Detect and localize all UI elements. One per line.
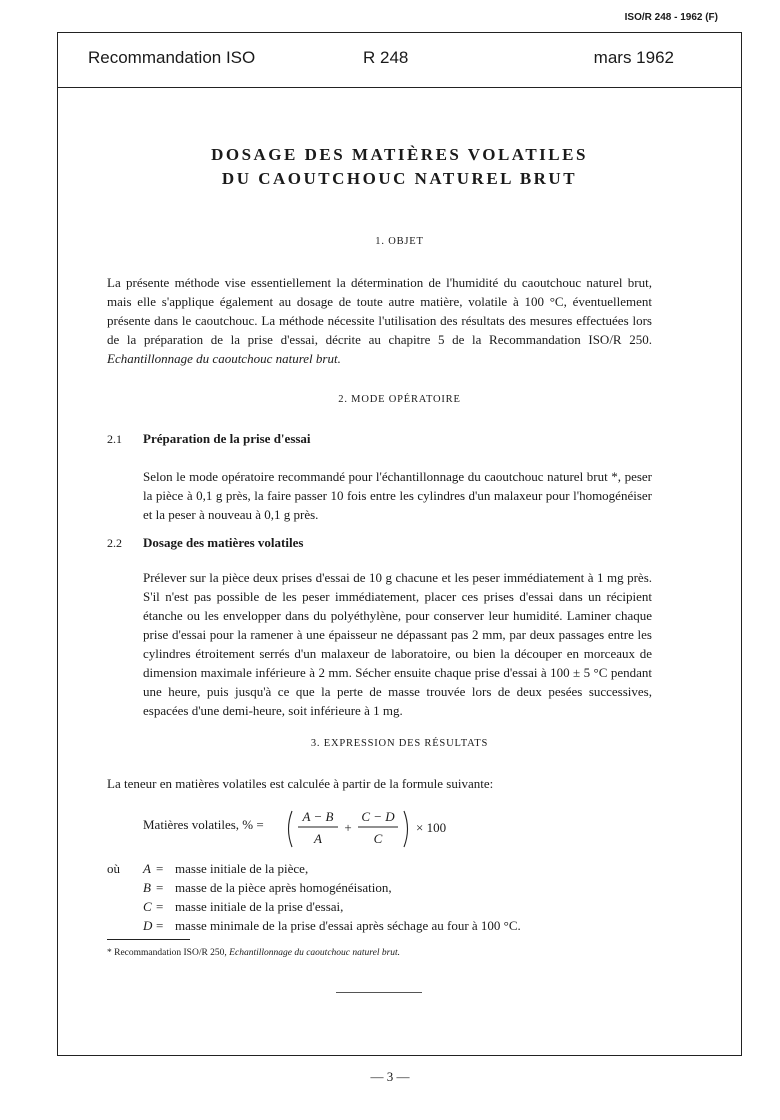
times-hundred: × 100 [416, 820, 447, 835]
document-reference: ISO/R 248 - 1962 (F) [624, 12, 718, 23]
section-3-intro: La teneur en matières volatiles est calculée à partir de la formule suivante: [107, 776, 494, 791]
subsection-2-2-title: Dosage des matières volatiles [143, 535, 304, 550]
page-number: — 3 — [370, 1069, 410, 1084]
subsection-2-2-number: 2.2 [107, 536, 122, 550]
definition-symbol: C [143, 899, 152, 914]
definition-symbol: B [143, 880, 151, 895]
formula-expression [286, 807, 456, 851]
section-3-heading: 3. EXPRESSION DES RÉSULTATS [310, 738, 489, 749]
definition-row [143, 859, 652, 878]
subsection-2-1-number: 2.1 [107, 432, 122, 446]
definition-symbol: A [143, 861, 151, 876]
definition-equals: = [156, 899, 164, 914]
fraction-2-numerator: C − D [361, 809, 395, 824]
definition-equals: = [156, 880, 164, 895]
definition-equals: = [156, 861, 164, 876]
definition-text: masse initiale de la prise d'essai, [175, 899, 344, 914]
section-1-reference-title: Echantillonnage du caoutchouc naturel brut. [107, 351, 341, 366]
section-1-heading: 1. OBJET [375, 236, 424, 247]
end-divider [336, 992, 422, 993]
fraction-1-denominator: A [314, 831, 322, 846]
header-number: R 248 [363, 48, 409, 67]
formula-label: Matières volatiles, % = [143, 817, 264, 832]
definition-row [143, 916, 652, 935]
definition-row [143, 897, 652, 916]
title-line-1: DOSAGE DES MATIÈRES VOLATILES [211, 145, 588, 164]
header-recommendation: Recommandation ISO [88, 48, 256, 67]
section-1-paragraph [107, 273, 652, 368]
definition-row [143, 878, 652, 897]
header-divider [57, 87, 742, 88]
header-date: mars 1962 [593, 48, 674, 67]
definition-text: masse de la pièce après homogénéisation, [175, 880, 392, 895]
definition-equals: = [156, 918, 164, 933]
section-2-heading: 2. MODE OPÉRATOIRE [338, 394, 461, 405]
where-label: où [107, 861, 120, 876]
footnote [107, 948, 400, 958]
document-title [57, 143, 742, 191]
subsection-2-1-paragraph: Selon le mode opératoire recommandé pour l'échantillonnage du caoutchouc naturel brut *, peser la pièce à 0,1 g près, la faire passer 10 fois entre les cylindres d'un malaxeur pour l'homogénéiser et la peser à nouveau à 0,1 g près. [143, 469, 652, 522]
subsection-2-1-title: Préparation de la prise d'essai [143, 431, 311, 446]
title-line-2: DU CAOUTCHOUC NATUREL BRUT [221, 169, 578, 188]
fraction-2-denominator: C [373, 831, 383, 846]
plus-sign: + [344, 820, 352, 835]
right-paren [404, 811, 408, 847]
definition-symbol: D [143, 918, 153, 933]
footnote-text: * Recommandation ISO/R 250, [107, 948, 230, 958]
left-paren [289, 811, 293, 847]
definition-text: masse minimale de la prise d'essai après séchage au four à 100 °C. [175, 918, 521, 933]
footnote-reference-title: Echantillonnage du caoutchouc naturel brut. [229, 948, 401, 958]
section-1-text: La présente méthode vise essentiellement la détermination de l'humidité du caoutchouc naturel brut, mais elle s'applique également au dosage de toute autre matière, volatile à 100 °C, éventuellement présente dans le caoutchouc. La méthode nécessite l'utilisation des résultats des mesures effectuées lors de la préparation de la prise d'essai, décrite au chapitre 5 de la Recommandation ISO/R 250. [107, 275, 652, 347]
definition-text: masse initiale de la pièce, [175, 861, 309, 876]
footnote-divider [107, 939, 190, 940]
subsection-2-2-paragraph: Prélever sur la pièce deux prises d'essai de 10 g chacune et les peser immédiatement à 1 mg près. S'il n'est pas possible de les peser immédiatement, placer ces prises d'essai dans un récipient étanche ou les envelopper dans du polyéthylène, pour conserver leur humidité. Laminer chaque prise d'essai pour la ramener à une épaisseur ne dépassant pas 2 mm, par deux passages entre les cylindres étroitement serrés d'un malaxeur de laboratoire, ou bien la découper en morceaux de dimension maximale inférieure à 2 mm. Sécher ensuite chaque prise d'essai à 100 ± 5 °C pendant une heure, puis jusqu'à ce que la perte de masse trouvée lors de deux pesées successives, espacées d'une demi-heure, soit inférieure à 1 mg. [143, 570, 652, 718]
fraction-1-numerator: A − B [302, 809, 334, 824]
